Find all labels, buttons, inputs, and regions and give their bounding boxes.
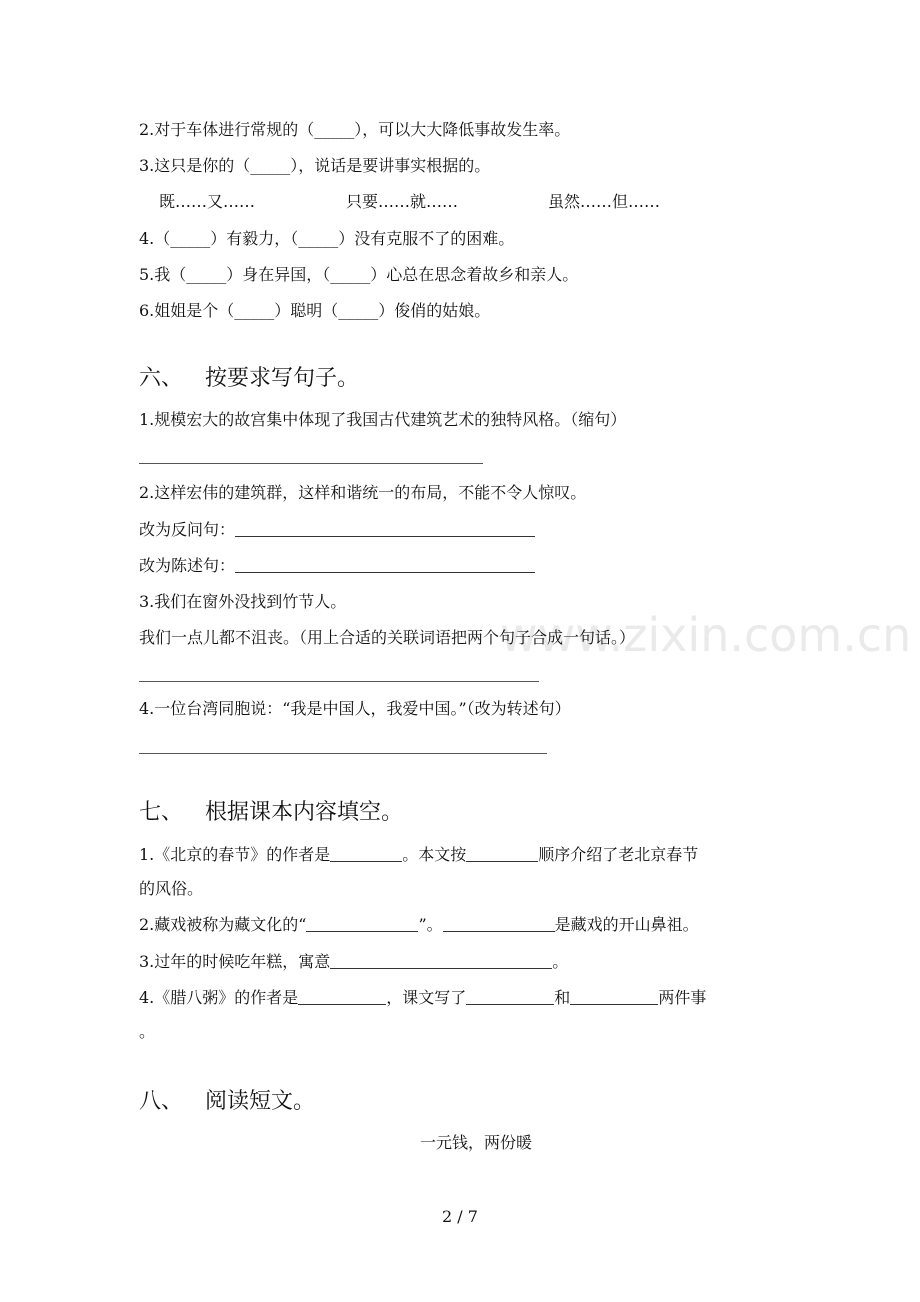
answer-blank[interactable] [466, 988, 554, 1005]
answer-blank[interactable] [330, 952, 552, 969]
q2-text-c: 是藏戏的开山鼻祖。 [554, 915, 699, 934]
q3-text-b: 。 [552, 952, 569, 971]
section-6-heading [139, 364, 359, 394]
s7-question-3 [139, 951, 568, 973]
section-8-number: 八、 [139, 1089, 184, 1114]
s6-question-2: 2.这样宏伟的建筑群，这样和谐统一的布局，不能不令人惊叹。 [139, 483, 587, 502]
q2-text-b: ”。 [418, 915, 443, 934]
answer-line[interactable] [139, 753, 547, 754]
q1-text-b: 。本文按 [402, 845, 467, 864]
q4-text-b: ，课文写了 [386, 988, 467, 1007]
s6-question-3b: 我们一点儿都不沮丧。（用上合适的关联词语把两个句子合成一句话。） [139, 628, 636, 647]
q4-text-c: 和 [554, 988, 571, 1007]
section-7-number: 七、 [139, 800, 184, 825]
answer-blank[interactable] [298, 988, 386, 1005]
s7-question-1-cont: 的风俗。 [139, 879, 204, 898]
answer-line[interactable] [139, 463, 483, 464]
s5-question-6: 6.姐姐是个（_____）聪明（_____）俊俏的姑娘。 [139, 301, 491, 320]
answer-blank[interactable] [443, 915, 555, 932]
s6-question-2b [139, 555, 535, 577]
option-1: 既……又…… [159, 192, 256, 211]
option-3: 虽然……但…… [548, 192, 661, 211]
s7-question-1 [139, 844, 698, 866]
section-7-title: 根据课本内容填空。 [205, 800, 404, 825]
section-8-heading [139, 1087, 315, 1117]
option-2: 只要……就…… [346, 192, 459, 211]
q4-text-a: 4.《腊八粥》的作者是 [139, 988, 299, 1007]
author-blank[interactable] [330, 845, 402, 862]
answer-blank[interactable] [235, 556, 535, 573]
section-6-title: 按要求写句子。 [205, 366, 360, 391]
s6-question-3: 3.我们在窗外没找到竹节人。 [139, 592, 347, 611]
s5-question-4: 4.（_____）有毅力，（_____）没有克服不了的困难。 [139, 229, 515, 248]
s5-question-5: 5.我（_____）身在异国，（_____）心总在思念着故乡和亲人。 [139, 265, 579, 284]
rhetorical-label: 改为反问句： [139, 520, 236, 539]
answer-blank[interactable] [570, 988, 658, 1005]
declarative-label: 改为陈述句： [139, 556, 236, 575]
s6-question-2a [139, 519, 535, 541]
section-6-number: 六、 [139, 366, 184, 391]
answer-blank[interactable] [306, 915, 418, 932]
section-8-title: 阅读短文。 [205, 1089, 316, 1114]
answer-blank[interactable] [235, 520, 535, 537]
order-blank[interactable] [466, 845, 538, 862]
s7-question-4-cont: 。 [139, 1022, 156, 1041]
answer-line[interactable] [139, 681, 539, 682]
s5-question-3: 3.这只是你的（_____），说话是要讲事实根据的。 [139, 156, 491, 175]
q4-text-d: 两件事 [658, 988, 707, 1007]
s7-question-4 [139, 987, 706, 1009]
q1-text-a: 1.《北京的春节》的作者是 [139, 845, 331, 864]
section-7-heading [139, 798, 403, 828]
page-number: 2 / 7 [442, 1207, 478, 1226]
q1-text-c: 顺序介绍了老北京春节 [538, 845, 699, 864]
q3-text-a: 3.过年的时候吃年糕，寓意 [139, 952, 331, 971]
story-title: 一元钱，两份暖 [419, 1133, 532, 1152]
s6-question-1: 1.规模宏大的故宫集中体现了我国古代建筑艺术的独特风格。（缩句） [139, 410, 627, 429]
q2-text-a: 2.藏戏被称为藏文化的“ [139, 915, 307, 934]
s7-question-2 [139, 914, 699, 936]
s5-question-2: 2.对于车体进行常规的（_____），可以大大降低事故发生率。 [139, 120, 571, 139]
s6-question-4: 4.一位台湾同胞说：“我是中国人，我爱中国。”（改为转述句） [139, 699, 571, 718]
watermark: www.zixin.com.cn [500, 608, 912, 662]
